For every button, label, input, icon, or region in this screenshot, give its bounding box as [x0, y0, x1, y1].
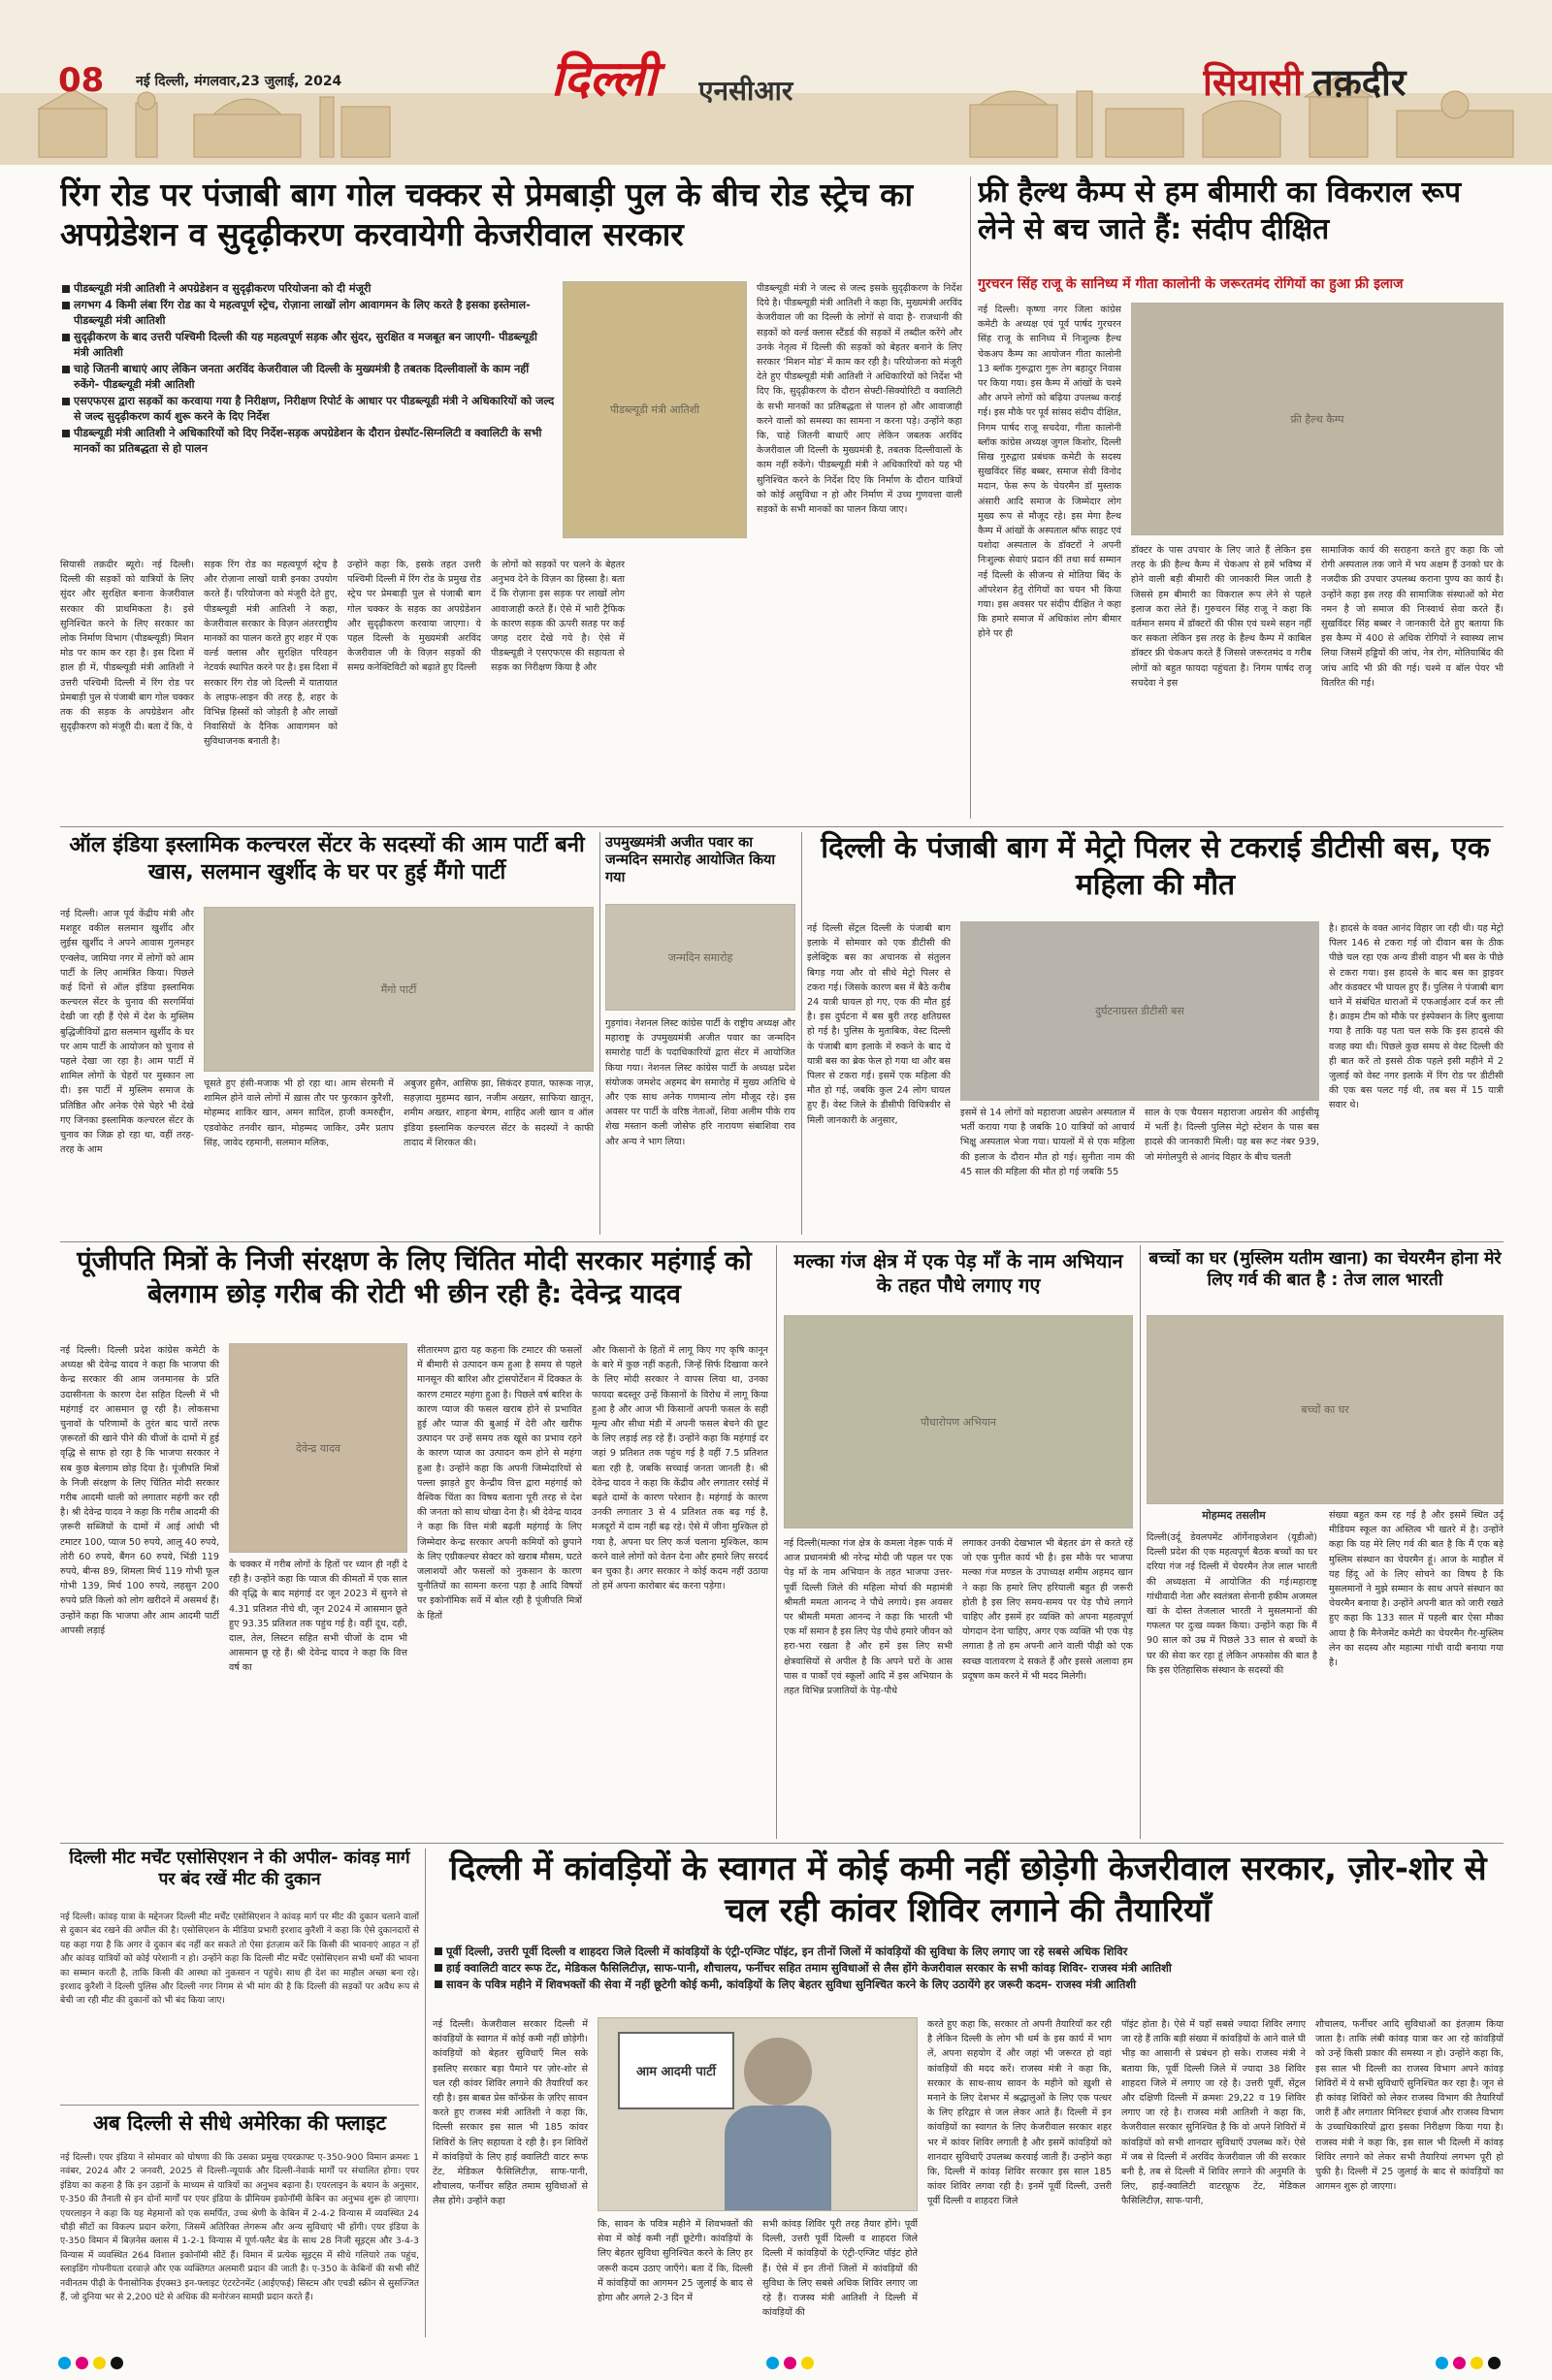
registration-dot [1436, 2357, 1448, 2369]
story3-headline: ऑल इंडिया इस्लामिक कल्चरल सेंटर के सदस्यों की आम पार्टी बनी खास, सलमान खुर्शीद के घर पर हुई मैंगो पार्टी [69, 833, 585, 884]
story3-photo: मैंगो पार्टी [204, 907, 594, 1072]
masthead [0, 0, 1552, 165]
story5-headline: दिल्ली के पंजाबी बाग में मेट्रो पिलर से टकराई डीटीसी बस, एक महिला की मौत [821, 831, 1490, 902]
story10-body: नई दिल्ली। एयर इंडिया ने सोमवार को घोषणा की कि उसका प्रमुख एयरक्राफ्ट ए-350-900 विमान क्रमशः 1 नवंबर, 2024 और 2 जनवरी, 2025 से दिल्ली-न्यूयार्क और दिल्ली-नेवार्क मार्गों पर संचालित होगा। एयर इंडिया का कहना है कि इन उड़ानों के माध्यम से यात्रियों का अनुभव बढ़ाना है। एयरलाइन के बयान के अनुसार, ए-350 की तैनाती से इन दोनों मार्गों पर एयर इंडिया के प्रीमियम इकोनॉमी केबिन का अनुभव शुरू हो जाएगा। एयरलाइन ने कहा कि यह मेहमानों को एक समर्पित, उच्च श्रेणी के केबिन में 2-4-2 विन्यास में व्यवस्थित 24 चौड़ी सीटों का विकल्प प्रदान करेगा, जिसमें अतिरिक्त लेगरूम और अन्य सुविधाएं भी होंगी। एयर इंडिया के ए-350 विमान में बिज़नेस क्लास में 1-2-1 विन्यास में पूर्ण-फ्लैट बेड के साथ 28 निजी सूइट्स और 3-4-3 विन्यास में व्यवस्थित 264 विशाल इकोनॉमी सीटें हैं। विमान में प्रत्येक सूइट्स में सीधे गलियारे तक पहुंच, स्लाइडिंग गोपनीयता दरवाज़े और एक व्यक्तिगत अलमारी प्रदान की जाती है। ए-350 के केबिनों की सभी सीटें नवीनतम पीढ़ी के पैनासोनिक ईएक्स3 इन-फ्लाइट एंटरटेनमेंट (आईएफई) सिस्टम और एचडी स्क्रीन से सुसज्जित हैं, जो दुनिया भर से 2,200 घंटे से अधिक की मनोरंजन सामग्री प्रदान करते हैं। [60, 2152, 419, 2303]
story3-column: चूसते हुए हंसी-मजाक भी हो रहा था। आम सेरमनी में शामिल होने वाले लोगों में ख़ास तौर पर फुरकान कुरैशी, मोहम्मद शाकिर खान, अमन सादिल, हाजी कमरुद्दीन, एडवोकेट तनवीर खान, मोहम्मद जाकिर, उमैर प्रताप सिंह, जावेद रहमानी, सलमान मलिक, [204, 1078, 394, 1148]
story6-photo: देवेन्द्र यादव [229, 1343, 407, 1553]
section-title-b: तक़दीर [1311, 61, 1406, 105]
story9-headline: दिल्ली मीट मर्चेंट एसोसिएशन ने की अपील- कांवड़ मार्ग पर बंद रखें मीट की दुकान [69, 1849, 410, 1889]
story1-column: सियासी तक़दीर ब्यूरो। नई दिल्ली। दिल्ली की सड़कों को यात्रियों के लिए सुंदर और सुरक्षित बनाना केजरीवाल सरकार की प्राथमिकता है। इसे सुनिश्चित करने के लिए सरकार का लोक निर्माण विभाग (पीडब्ल्यूडी) मिशन मोड पर काम कर रहा है। इस दिशा में हाल ही में, पीडब्ल्यूडी मंत्री आतिशी ने उत्तरी पश्चिमी दिल्ली में रिंग रोड पर प्रेमबाड़ी पुल से पंजाबी बाग गोल चक्कर तक की सड़क के अपग्रेडेशन और सुदृढ़ीकरण को मंजूरी दी। बता दें कि, ये [60, 560, 194, 733]
registration-dot [766, 2357, 779, 2369]
story2-column: नई दिल्ली। कृष्णा नगर जिला कांग्रेस कमेटी के अध्यक्ष एवं पूर्व पार्षद गुरचरन सिंह राजू के सानिध्य में निःशुल्क हैल्थ चेकअप कैम्प का आयोजन गीता कालोनी 13 ब्लॉक गुरूद्वारा गुरू तेग बहादुर निवास पर किया गया। इस कैम्प में आंखों के चश्मे और अपने लोगों को बढ़िया उपलब्ध कराई गई। इस मौके पर पूर्व सांसद संदीप दीक्षित, निगम पार्षद राजू सचदेवा, गीता कालोनी ब्लॉक कांग्रेस अध्यक्ष जुगल किशोर, दिल्ली सिख गुरुद्वारा प्रबंधक कमेटी के सदस्य सुखविंदर सिंह बब्बर, समाज सेवी विनोद मदान, फेस रूप के चेयरमैन डॉ मुस्ताक अंसारी आदि समाज के जिम्मेदार लोग मुख्य रूप से मौजूद रहे। इस मेगा हैल्थ कैम्प में आंखों के अस्पताल श्रॉफ साइट एवं यशोदा अस्पताल के डॉक्टरों ने अपनी निःशुल्क सेवाएं प्रदान कीं तथा सर्व सम्मान नई दिल्ली के सीजन्य से मोतिया बिंद के ऑपरेशन हेतु रोगियों का चयन भी किया गया। इस अवसर पर संदीप दीक्षित ने कहा कि हमारे समाज में अधिकांश लोग बीमार होने पर ही [978, 305, 1121, 640]
story1-bullets [60, 281, 555, 553]
story11-column: शौचालय, फर्नीचर आदि सुविधाओं का इंतज़ाम किया जाता है। ताकि लंबी कांवड़ यात्रा कर आ रहे कांवड़ियों को उन्हें किसी प्रकार की समस्या न हो। उन्होंने कहा कि, इस साल भी दिल्ली का राजस्व विभाग अपने कांवड़ शिविरों में ये सभी सुविधाएँ सुनिश्चित कर रहा है। जून से ही कांवड़ शिविरों को लेकर राजस्व विभाग की तैयारियाँ जारी हैं और लगातार मिनिस्टर इंचार्ज और राजस्व विभाग के उच्चाधिकारियों द्वारा इसका निरीक्षण किया गया है। राजस्व मंत्री ने कहा कि, इस साल भी दिल्ली में कांवड़ शिविर लगाने को लेकर सभी तैयारियां लगभग पूरी हो चुकी है। दिल्ली में 25 जुलाई के बाद से कांवड़ियों का आगमन शुरू हो जाएगा। [1315, 2019, 1504, 2193]
column-rule [801, 832, 802, 1235]
print-registration-strip [0, 2345, 1552, 2380]
story1-photo: पीडब्ल्यूडी मंत्री आतिशी [563, 281, 747, 538]
registration-dot [1488, 2357, 1501, 2369]
story1-bullet: चाहे जितनी बाधाएं आए लेकिन जनता अरविंद केजरीवाल जी दिल्ली के मुख्यमंत्री है तबतक दिल्लीवालों के काम नहीं रुकेंगे- पीडब्ल्यूडी मंत्री आतिशी [60, 362, 555, 393]
column-rule [425, 1849, 426, 2337]
registration-dot [784, 2357, 796, 2369]
story4-headline: उपमुख्यमंत्री अजीत पवार का जन्मदिन समारोह आयोजित किया गया [605, 835, 776, 886]
story1-bullet: लगभग 4 किमी लंबा रिंग रोड का ये महत्वपूर्ण स्ट्रेच, रोज़ाना लाखों लोग आवागमन के लिए करते है इसका इस्तेमाल- पीडब्ल्यूडी मंत्री आतिशी [60, 298, 555, 329]
column-rule [776, 1245, 777, 1839]
speaker-figure [725, 2106, 831, 2211]
story10-headline: अब दिल्ली से सीधे अमेरिका की फ्लाइट [92, 2111, 387, 2135]
row-rule [60, 1241, 1504, 1242]
story2-headline: फ्री हैल्थ कैम्प से हम बीमारी का विकराल रूप लेने से बच जाते हैं: संदीप दीक्षित [978, 176, 1462, 246]
story5-column: साल के एक चैयसन महाराजा अग्रसेन की आईसीयू में भर्ती है। दिल्ली पुलिस मेट्रो स्टेशन के पास बस हादसे की जानकारी मिली। यह बस रूट नंबर 939, जो मंगोलपुरी से आनंद विहार के बीच चलती [1145, 1108, 1319, 1163]
row-rule [60, 826, 1504, 827]
dateline: नई दिल्ली, मंगलवार,23 जुलाई, 2024 [136, 74, 342, 89]
story4-photo: जन्मदिन समारोह [605, 904, 795, 1011]
story8-column: संख्या बहुत कम रह गई है और इसमें स्थित उर्दू मीडियम स्कूल का अस्तित्व भी खतरे में है। उन्होंने कहा कि यह मेरे लिए गर्व की बात है कि मैं एक बड़े मुस्लिम संस्थान का चेयरमैन हूं। आज के माहौल में यह हिंदू ओं के लिए सोचने का विषय है कि मुसलमानों ने मुझे सम्मान के साथ अपने संस्थान का चेयरमैन बनाया है। उन्होंने अपनी बात को जारी रखते हुए कहा कि 133 साल में पहली बार ऐसा मौका आया है कि मैनेजमेंट कमेटी का चेयरमैन गैर-मुस्लिम लेन का सदस्य और महात्मा गांधी वादी बनाया गया है। [1329, 1510, 1504, 1669]
story5-photo: दुर्घटनाग्रस्त डीटीसी बस [960, 921, 1319, 1101]
story5-column: नई दिल्ली सेंट्रल दिल्ली के पंजाबी बाग इलाके में सोमवार को एक डीटीसी की इलेक्ट्रिक बस का अचानक से संतुलन बिगड़ गया और वो सीधे मेट्रो पिलर से टकरा गई। जिसके कारण बस में बैठे करीब 24 यात्री घायल हो गए, एक की मौत हुई है। इस दुर्घटना में बस बुरी तरह क्षतिग्रस्त हो गई है। पुलिस के मुताबिक, वेस्ट दिल्ली के पंजाबी बाग इलाके में रुकने के बाद ये यात्री बस का ब्रेक फेल हो गया था और बस पिलर से टकरा गई। इसमें एक महिला की मौत हो गई, जबकि कुल 24 लोग घायल हुए हैं। वेस्ट जिले के डीसीपी विचित्रवीर से मिली जानकारी के अनुसार, [807, 923, 951, 1126]
story7-headline: मल्का गंज क्षेत्र में एक पेड़ माँ के नाम अभियान के तहत पौधे लगाए गए [793, 1249, 1123, 1297]
story6-column: सीतारमण द्वारा यह कहना कि टमाटर की फसलों में बीमारी से उत्पादन कम हुआ है समय से पहले मानसून की बारिश और ट्रांसपोर्टेशन में दिक्कत के कारण टमाटर महंगा हुआ है। पिछले वर्ष बारिश के कारण प्याज की फसल खराब होने से प्रभावित हुई और प्याज की बुआई में देरी और खरीफ उत्पादन पर उन्हें समय तक खूसे का प्रभाव रहने के कारण प्याज का उत्पादन कम होने से महंगा हुआ है। उन्होंने कहा कि अपनी जिम्मेदारियों से पल्ला झाड़ते हुए केन्द्रीय वित्त द्वारा महंगाई को वैश्विक चिंता का विषय बताना पूरी तरह से देश की जनता को साथ धोखा देना है। श्री देवेन्द्र यादव ने कहा कि वित्त मंत्री बढ़ती महंगाई के लिए जिम्मेदार केन्द्र सरकार अपनी कमियों को छुपाने के लिए एग्रीकल्चर सेक्टर को खराब मौसम, घटते जलाशयों और फसलों को नुकसान के कारण चुनौतियों का सामना करना पड़ा है आदि विषयों पर इकोनॉमिक सर्वे में बोल रही है पूंजीपति मित्रों के हितों [417, 1345, 582, 1622]
column-rule [599, 832, 600, 1235]
edition-label: एनसीआर [698, 75, 793, 107]
registration-dot [1471, 2357, 1483, 2369]
column-rule [1140, 1245, 1141, 1839]
story4-body: गुड़गांव। नेशनल लिस्ट कांग्रेस पार्टी के राष्ट्रीय अध्यक्ष और महाराष्ट्र के उपमुख्यमंत्री अजीत पवार का जन्मदिन समारोह पार्टी के पदाधिकारियों द्वारा सेंटर में आयोजित किया गया। नेशनल लिस्ट कांग्रेस पार्टी के अध्यक्ष प्रदेश संयोजक जमशेद अहमद बेग समारोह में मुख्य अतिथि थे और एक साथ अनेक गणमान्य लोग मौजूद रहे। इस अवसर पर पार्टी के वरिष्ठ नेताओं, शिवा अलीम पीके राय शेख मस्तान कली जोसेफ हरि नारायण संबाशिवा राव और अन्य ने भाग लिया। [605, 1018, 795, 1147]
row-rule [60, 2105, 419, 2106]
story11-headline: दिल्ली में कांवड़ियों के स्वागत में कोई कमी नहीं छोड़ेगी केजरीवाल सरकार, ज़ोर-शोर से चल रही कांवर शिविर लगाने की तैयारियाँ [449, 1849, 1487, 1930]
story6-headline: पूंजीपति मित्रों के निजी संरक्षण के लिए चिंतित मोदी सरकार महंगाई को बेलगाम छोड़ गरीब की रोटी भी छीन रही है: देवेन्द्र यादव [77, 1246, 752, 1309]
registration-dot [111, 2357, 123, 2369]
registration-dot [801, 2357, 814, 2369]
section-title-a: सियासी [1203, 61, 1303, 105]
story2-column: डॉक्टर के पास उपचार के लिए जाते हैं लेकिन इस तरह के फ्री हैल्थ कैम्प में चेकअप से हमें भविष्य में होने वाली बड़ी बीमारी की जानकारी मिल जाती है जिससे हम बीमारी का विकराल रूप लेने से पहले इलाज करा लेते हैं। गुरुचरन सिंह राजू ने कहा कि वर्तमान समय में डॉक्टरों की फीस एवं चश्मे सहन नहीं कर सकता लेकिन इस तरह के हैल्थ कैम्प में काबिल डॉक्टर फ्री चेकअप करते हैं जिससे जरूरतमंद व गरीब लोगों को बहुत फायदा पहुंचता है। निगम पार्षद राजू सचदेवा ने इस [1131, 545, 1311, 689]
story11-bullet: पूर्वी दिल्ली, उत्तरी पूर्वी दिल्ली व शाहदरा जिले दिल्ली में कांवड़ियों के एंट्री-एग्जिट पॉइंट, इन तीनों जिलों में कांवड़ियों की सुविधा के लिए लगाए जा रहे सबसे अधिक शिविर [433, 1944, 1504, 1959]
story6-column: के चक्कर में गरीब लोगों के हितों पर ध्यान ही नहीं दे रही है। उन्होंने कहा कि प्याज की कीमतों में एक साल की वृद्धि के बाद महंगाई दर जून 2023 में सुनने से 4.31 प्रतिशत नीचे थी, जून 2024 में आसमान छूते हुए 93.35 प्रतिशत तक पहुंच गई है। वहीं दूध, दही, दाल, तेल, लिस्टन सहित सभी चीजों के दाम भी आसमान छू रहे हैं। श्री देवेन्द्र यादव ने कहा कि वित्त वर्ष का [229, 1560, 407, 1674]
column-rule [970, 177, 971, 819]
registration-dot [93, 2357, 106, 2369]
story2-photo: फ्री हैल्थ कैम्प [1131, 303, 1504, 535]
registration-dot [76, 2357, 88, 2369]
story11-bullets [433, 1944, 1504, 2010]
story6-column: और किसानों के हितों में लागू किए गए कृषि कानून के बारे में कुछ नहीं कहती, जिन्हें सिर्फ दिखावा करने के लिए मोदी सरकार ने वापस लिया था, उनका फायदा बदस्तूर उन्हें किसानों के विरोध में लागू किया हुआ है और आज भी किसानों अपनी फसल के सही मूल्य और सीधा मंडी में अपनी फसल बेचने की छूट के लिए लड़ाई लड़ रहे हैं। उन्होंने कहा कि महंगाई दर जहां 9 प्रतिशत तक पहुंच गई है वहीं 7.5 प्रतिशत बता रही है, जबकि सच्चाई जनता जानती है। श्री देवेन्द्र यादव ने कहा कि केंद्रीय और लगातार रसोई में बढ़ते दामों के कारण परेशान है। महंगाई के कारण उनकी लगातार 3 से 4 प्रतिशत तक बढ़ गई है, मजदूरों में दाम नहीं बढ़ रहे। ऐसे में जीना मुश्किल हो गया है, अपना घर लिए कर्ज चलाना मुश्किल, काम करने वाले लोगों को वेतन देना और हमारे लिए सरदर्द बन चुका है। अगर सरकार ने कोई कदम नहीं उठाया तो हमें अपना कारोबार बंद करना पड़ेगा। [592, 1345, 768, 1592]
story5-column: है। हादसे के वक्त आनंद विहार जा रही थी। यह मेट्रो पिलर 146 से टकरा गई जो दीवान बस के ठीक पीछे चल रहा एक अन्य डीसी वाहन भी बस के पीछे से टकरा गया। इस हादसे के बाद बस का ड्राइवर और कंडक्टर भी घायल हुए हैं। पुलिस ने पंजाबी बाग थाने में संबंधित धाराओं में एफआईआर दर्ज कर ली है। क्राइम टीम को मौके पर इंस्पेक्शन के लिए बुलाया गया है ताकि यह पता चल सके कि इस हादसे की वजह क्या थी। पिछले कुछ समय से वेस्ट दिल्ली की ही बात करें तो इससे ठीक पहले इसी महीने में 2 जुलाई को वेस्ट नगर इलाके में रिंग रोड पर डीटीसी की एक बस पलट गई थी, तब बस में 15 यात्री सवार थे। [1329, 923, 1504, 1111]
story11-bullet: सावन के पवित्र महीने में शिवभक्तों की सेवा में नहीं छूटेगी कोई कमी, कांवड़ियों के लिए बेहतर सुविधा सुनिश्चित करने के लिए उठायेंगे हर जरूरी कदम- राजस्व मंत्री आतिशी [433, 1977, 1504, 1992]
story3-column: अबुजर हुसैन, आसिफ झा, सिकंदर हयात, फारूक नाज़, सहज़ादा मुहम्मद खान, नजीम अख्तर, साफिया खातून, शमीम अख्तर, शाहना बेगम, शाहिद अली खान व ऑल इंडिया इस्लामिक कल्चरल सेंटर के सदस्यों ने काफी तादाद में शिरकत की। [404, 1078, 594, 1148]
story11-column: कि, सावन के पवित्र महीने में शिवभक्तों की सेवा में कोई कमी नहीं छूटेगी। कांवड़ियों के लिए बेहतर सुविधा सुनिश्चित करने के लिए हर जरूरी कदम उठाए जाएँगे। बता दें कि, दिल्ली में कांवड़ियों का आगमन 25 जुलाई के बाद से होगा और अगले 2-3 दिन में [598, 2219, 753, 2304]
registration-dot [58, 2357, 71, 2369]
section-title [1203, 56, 1523, 111]
story3-column: नई दिल्ली। आज पूर्व केंद्रीय मंत्री और मशहूर वकील सलमान खुर्शीद और लुईस खुर्शीद ने अपने आवास गुलमहर एन्क्लेव, जामिया नगर में लोगों को आम पार्टी के लिए आमंत्रित किया। पिछले कई दिनों से ऑल इंडिया इस्लामिक कल्चरल सेंटर के चुनाव की सरगर्मियां देखी जा रही हैं ऐसे में देश के मुस्लिम बुद्धिजीवियों द्वारा सलमान खुर्शीद के घर पर आम पार्टी के आयोजन को चुनाव से पहले देखा जा रहा है। आम पार्टी में शामिल लोगों के चेहरों पर मुस्कान ला दी। इस पार्टी में मुस्लिम समाज के प्रतिष्ठित और अनेक ऐसे चेहरे भी देखे गए जिनका इस्लामिक कल्चरल सेंटर के चुनाव का जिक्र हो रहा था, वहीं तरह-तरह के आम [60, 909, 194, 1156]
story1-bullet: पीडब्ल्यूडी मंत्री आतिशी ने अपग्रेडेशन व सुदृढ़ीकरण परियोजना को दी मंजूरी [60, 281, 555, 297]
story7-column: नई दिल्ली(मल्का गंज क्षेत्र के कमला नेहरू पार्क में आज प्रधानमंत्री श्री नरेन्द्र मोदी जी पहल पर एक पेड़ माँ के नाम अभियान के तहत भाजपा उत्तर-पूर्वी दिल्ली जिले की महिला मोर्चा की महामंत्री श्रीमती ममता आनन्द ने पौधे लगाये। इस अवसर पर श्रीमती ममता आनन्द ने कहा कि भारती भी एक माँ समान है इस लिए पेड़ पौधे हमारे जीवन को हरा-भरा रखता है और हमें इस लिए सभी क्षेत्रवासियों से अपील है कि अपने घरों के आस पास व पार्कों एवं स्कूलों आदि में इस अभियान के तहत विभिन्न प्रजातियों के पेड़-पौधे [784, 1538, 953, 1697]
story6-column: नई दिल्ली। दिल्ली प्रदेश कांग्रेस कमेटी के अध्यक्ष श्री देवेन्द्र यादव ने कहा कि भाजपा की केन्द्र सरकार की आम जनमानस के प्रति उदासीनता के कारण देश सहित दिल्ली में भी महंगाई दर आसमान छू रही है। लोकसभा चुनावों के परिणामों के तुरंत बाद चारों तरफ ज़रूरतों की खाने पीने की चीजों के दामों में हुई वृद्धि से साफ हो रहा है कि भाजपा सरकार ने सब कुछ बेलगाम छोड़ दिया है। पूंजीपति मित्रों के निजी संरक्षण के लिए चिंतित मोदी सरकार गरीब आदमी थाली को लगातार महंगी कर रही है। श्री देवेन्द्र यादव ने कहा कि गरीब आदमी की ज़रूरी सब्जियों के दामों में आई आंधी भी टमाटर 100, प्याज 50 रुपये, आलू 40 रुपये, तोरी 60 रुपये, बैंगन 60 रुपये, भिंडी 119 रुपये, बीन्स 89, शिमला मिर्च 119 गोभी फूल गोभी 139, मिर्च 100 रुपये, लहसुन 200 रुपये प्रति किलो को लोग खरीदने में असमर्थ हैं। उन्होंने कहा कि भाजपा और आम आदमी पार्टी आपसी लड़ाई [60, 1345, 219, 1636]
story2-subhead: गुरचरन सिंह राजू के सानिध्य में गीता कालोनी के जरूरतमंद रोगियों का हुआ फ्री इलाज [978, 276, 1404, 292]
story1-bullet: पीडब्ल्यूडी मंत्री आतिशी ने अधिकारियों को दिए निर्देश-सड़क अपग्रेडेशन के दौरान ग्रेस्पॉट-सिग्नलिटी व क्वालिटी के सभी मानकों का प्रतिबद्धता से हो पालन [60, 426, 555, 457]
story8-headline: बच्चों का घर (मुस्लिम यतीम खाना) का चेयरमैन होना मेरे लिए गर्व की बात है : तेज लाल भारती [1148, 1249, 1502, 1290]
story1-bullet: सुदृढ़ीकरण के बाद उत्तरी पश्चिमी दिल्ली की यह महत्वपूर्ण सड़क और सुंदर, सुरक्षित व मजबूत बन जाएगी- पीडब्ल्यूडी मंत्री आतिशी [60, 330, 555, 361]
story1-bullet: एसएफएस द्वारा सड़कों का करवाया गया है निरीक्षण, निरीक्षण रिपोर्ट के आधार पर पीडब्ल्यूडी मंत्री ने अधिकारियों को जल्द से जल्द सुदृढ़ीकरण कार्य शुरू करने के दिए निर्देश [60, 394, 555, 425]
story1-column: उन्होंने कहा कि, इसके तहत उत्तरी पश्चिमी दिल्ली में रिंग रोड के प्रमुख रोड स्ट्रेच पर प्रेमबाड़ी पुल से पंजाबी बाग गोल चक्कर के सड़क का अपग्रेडेशन और सुदृढ़ीकरण करवाया जाएगा। ये पहल दिल्ली के मुख्यमंत्री अरविंद केजरीवाल जी के विज़न सड़कों की समग्र कनेक्टिविटी को बढ़ाते हुए दिल्ली [347, 560, 481, 674]
story8-photo: बच्चों का घर [1147, 1315, 1504, 1504]
story7-photo: पौधारोपण अभियान [784, 1315, 1133, 1528]
registration-dot [1453, 2357, 1466, 2369]
story11-photo [598, 2017, 918, 2211]
story11-column: नई दिल्ली। केजरीवाल सरकार दिल्ली में कांवड़ियों के स्वागत में कोई कमी नहीं छोड़ेगी। कांवड़ियों को बेहतर सुविधाएँ मिल सके इसलिए सरकार बड़ा पैमाने पर ज़ोर-शोर से चल रही कांवर शिविर लगाने की तैयारियाँ कर रही है। इस बाबत प्रेस कॉन्फ्रेंस के ज़रिए सावन करते हुए राजस्व मंत्री आतिशी ने कहा कि, दिल्ली सरकार इस साल भी 185 कांवर शिविरों के लिए सहायता दे रही है। इन शिविरों में कांवड़ियों के लिए हाई क्वालिटी वाटर रूफ टेंट, मेडिकल फैसिलिटीज़, साफ-पानी, शौचालय, फर्नीचर सहित तमाम सुविधाओं से लैस होंगे। उन्होंने कहा [433, 2019, 588, 2207]
story5-column: इसमें से 14 लोगों को महाराजा अग्रसेन अस्पताल में भर्ती कराया गया है जबकि 10 यात्रियों को आचार्य भिक्षु अस्पताल भेजा गया। घायलों में से एक महिला की इलाज के दौरान मौत हो गई। सुनीता नाम की 45 साल की महिला की मौत हो गई जबकि 55 [960, 1108, 1135, 1177]
story11-column: करते हुए कहा कि, सरकार तो अपनी तैयारियाँ कर रही है लेकिन दिल्ली के लोग भी धर्म के इस कार्य में भाग लें, अपना सहयोग दें और जहां भी जरूरत हो वहां कांवड़ियों की मदद करें। राजस्व मंत्री ने कहा कि, सरकार के साथ-साथ सावन के महीने को ख़ुशी से मनाने के लिए देशभर में श्रद्धालुओं के लिए एक पत्थर के लिए हरिद्वार से जल लेकर आते हैं। दिल्ली में इन कांवड़ियों का स्वागत के लिए केजरीवाल सरकार शहर भर में कांवर शिविर लगाती है और इसमें कांवड़ियों को शानदार सुविधाएँ उपलब्ध करवाई जाती हैं। उन्होंने कहा कि, दिल्ली में कांवड़ शिविर सरकार इस साल 185 कांवर शिविर लगवा रही है। इनमें पूर्वी दिल्ली, उत्तरी पूर्वी दिल्ली व शाहदरा जिले [927, 2019, 1112, 2207]
story7-column: लगाकर उनकी देखभाल भी बेहतर ढंग से करते रहें जो एक पुनीत कार्य भी है। इस मौके पर भाजपा मल्का गंज मण्डल के उपाध्यक्ष शमीम अहमद खान ने कहा कि हमारे लिए हरियाली बहुत ही जरूरी होती है इस लिए समय-समय पर पेड़ पौधे लगाने चाहिए और इसमें हर व्यक्ति को अपना महत्वपूर्ण योगदान देना चाहिए, अगर एक व्यक्ति भी एक पेड़ लगाता है तो हम अपनी आने वाली पीढ़ी को एक स्वच्छ वातावरण दे सकते हैं और इससे अलावा हम प्रदूषण कम करने में भी मदद मिलेगी। [962, 1538, 1133, 1682]
speaker-figure [744, 2038, 812, 2106]
story9-body: नई दिल्ली। कांवड़ यात्रा के मद्देनजर दिल्ली मीट मर्चेंट एसोसिएशन ने कांवड़ मार्ग पर मीट की दुकान चलाने वालों से दुकान बंद रखने की अपील की है। एसोसिएशन के मीडिया प्रभारी इरशाद कुरैशी ने कहा कि ऐसे दुकानदारों से यह कहा गया है कि अगर वे दुकान बंद नहीं कर सकते तो ऐसा इंतज़ाम करें कि किसी की भावनाएं आहत न हों और कांवड़ यात्रियों को कोई परेशानी न हो। उन्होंने कहा कि दिल्ली मीट मर्चेंट एसोसिएशन सभी धर्मों की भावना का सम्मान करती है, ताकि किसी की आस्था को नुकसान न पहुंचे। साथ ही देश का माहौल अच्छा बना रहे। इरशाद कुरैशी ने दिल्ली पुलिस और दिल्ली नगर निगम से भी मांग की है कि दिल्ली की सड़कों पर अवैध रूप से बेची जा रही मीट की दुकानों को भी बंद किया जाए। [60, 1912, 419, 2007]
page-number: 08 [58, 61, 105, 99]
story11-bullet: हाई क्वालिटी वाटर रूफ टेंट, मेडिकल फैसिलिटीज़, साफ-पानी, शौचालय, फर्नीचर सहित तमाम सुविधाओं से लैस होंगे केजरीवाल सरकार के सभी कांवड़ शिविर- राजस्व मंत्री आतिशी [433, 1960, 1504, 1976]
story8-caption: मोहम्मद तसलीम [1202, 1509, 1266, 1522]
story1-column: पीडब्ल्यूडी मंत्री ने जल्द से जल्द इसके सुदृढ़ीकरण के निर्देश दिये है। पीडब्ल्यूडी मंत्री आतिशी ने कहा कि, मुख्यमंत्री अरविंद केजरीवाल जी का दिल्ली के लोगों से वादा है- राजधानी की सड़कों को वर्ल्ड क्लास स्टैंडर्ड की सड़कों में तब्दील करेंगे और उनके नेतृत्व में दिल्ली की सड़कों को बेहतर बनाने के लिए सरकार 'मिशन मोड' में काम कर रही है। परियोजना को मंजूरी देते हुए पीडब्ल्यूडी मंत्री आतिशी ने अधिकारियों को निर्देश भी दिए कि, सुदृढ़ीकरण के दौरान सेफ्टी-सिक्योरिटी व क्वालिटी के सभी मानकों का प्रतिबद्धता से पालन हो और आवाजाही करने वालों को समस्या का सामना न करना पड़े। उन्होंने कहा कि, चाहे जितनी बाधाएँ आए लेकिन जबतक अरविंद केजरीवाल जी दिल्ली के मुख्यमंत्री है, तबतक दिल्लीवालों के काम नहीं रुकेंगे। पीडब्ल्यूडी मंत्री ने अधिकारियों को यह भी सुनिश्चित करने के निर्देश दिए कि निर्माण के दौरान यात्रियों को कोई असुविधा न हो और निर्माण में उच्च गुणवत्ता वाली सड़कों के सभी मानकों का पालन किया जाए। [757, 283, 962, 516]
story1-column: सड़क रिंग रोड का महत्वपूर्ण स्ट्रेच है और रोज़ाना लाखों यात्री इनका उपयोग करते हैं। परियोजना को मंजूरी देते हुए, पीडब्ल्यूडी मंत्री आतिशी ने कहा, केजरीवाल सरकार के विज़न अंतरराष्ट्रीय मानकों का पालन करते हुए शहर में एक वर्ल्ड क्लास और सुरक्षित परिवहन नेटवर्क स्थापित करने पर है। इस दिशा में सरकार रिंग रोड जो दिल्ली में यातायात के लाइफ-लाइन की तरह है, शहर के विभिन्न हिस्सों को जोड़ती है और लाखों निवासियों के दैनिक आवागमन को सुविधाजनक बनाती है। [204, 560, 338, 748]
story1-column: के लोगों को सड़कों पर चलने के बेहतर अनुभव देने के विज़न का हिस्सा है। बता दें कि रोज़ाना इस सड़क पर लाखों लोग आवाजाही करते हैं। ऐसे में भारी ट्रैफिक के कारण सड़क की ऊपरी सतह पर कई जगह दरार देखे गये है। ऐसे में पीडब्ल्यूडी ने एसएफएस की सहायता से सड़क का निरीक्षण किया है और [491, 560, 625, 674]
row-rule [60, 1843, 1504, 1844]
story11-column: सभी कांवड़ शिविर पूरी तरह तैयार होंगे। पूर्वी दिल्ली, उत्तरी पूर्वी दिल्ली व शाहदरा जिले दिल्ली में कांवड़ियों के एंट्री-एग्जिट पॉइंट होते हैं। ऐसे में इन तीनों जिलों में कांवड़ियों की सुविधा के लिए सबसे अधिक शिविर लगाए जा रहे हैं। राजस्व मंत्री आतिशी ने दिल्ली में कांवड़ियों की [762, 2219, 918, 2319]
party-sign: आम आदमी पार्टी [618, 2032, 734, 2109]
story1-headline: रिंग रोड पर पंजाबी बाग गोल चक्कर से प्रेमबाड़ी पुल के बीच रोड स्ट्रेच का अपग्रेडेशन व सुदृढ़ीकरण करवायेगी केजरीवाल सरकार [60, 176, 914, 254]
story11-column: पॉइंट होता है। ऐसे में यहाँ सबसे ज्यादा शिविर लगाए जा रहे हैं ताकि बड़ी संख्या में कांवड़ियों के आने वाले घी भीड़ का आसानी से प्रबंधन हो सके। राजस्व मंत्री ने बताया कि, पूर्वी दिल्ली जिले में ज्यादा 38 शिविर शाहदरा जिले में लगाए जा रहे है। उत्तरी पूर्वी, सेंट्रल और दक्षिणी दिल्ली में क्रमशः 29,22 व 19 शिविर लगाए जा रहे है। राजस्व मंत्री आतिशी ने कहा कि, केजरीवाल सरकार सुनिश्चित है कि वो अपने शिविरों में कांवड़ियों को सभी शानदार सुविधाएँ उपलब्ध करें। ऐसे में जब से दिल्ली में अरविंद केजरीवाल जी की सरकार बनी है, तब से दिल्ली में शिविर लगाने की अनुमति के लिए, हाई-क्वालिटी वाटरफ्रूफ टेंट, मेडिकल फैसिलिटीज़, साफ-पानी, [1121, 2019, 1306, 2207]
story8-column: दिल्ली(उर्दू डेवलपमेंट ऑर्गेनाइजेशन (यूडीओ) दिल्ली प्रदेश की एक महत्वपूर्ण बैठक बच्चों का घर दरिया गंज नई दिल्ली में चेयरमैन तेज लाल भारती की अध्यक्षता में आयोजित की गई।महाराष्ट्र गांधीवादी नेता और स्वतंत्रता सेनानी हकीम अजमल खां के दोस्त तेजलाल भारती ने मुसलमानों की गफलत पर दुःख व्यक्त किया। उन्होंने कहा कि मैं 90 साल को उम्र में पिछले 33 साल से बच्चों के घर की सेवा कर रहा हूं लेकिन अफसोस की बात है कि इस ऐतिहासिक संस्थान के सदस्यों की [1147, 1532, 1317, 1676]
brand-logo: दिल्ली [551, 50, 657, 107]
story2-column: सामाजिक कार्य की सराहना करते हुए कहा कि जो रोगी अस्पताल तक जाने में भय अक्षम हैं उनको घर के नजदीक फ्री उपचार उपलब्ध कराना पुण्य का कार्य है। उन्होंने कहा इस तरह की सामाजिक संस्थाओं को मेरा नमन है जो समाज की निःस्वार्थ सेवा करते हैं। सुखविंदर सिंह बब्बर ने जानकारी देते हुए बताया कि इस कैम्प में 400 से अधिक रोगियों ने स्वास्थ्य लाभ लिया जिसमें हड्डियों की जांच, नेत्र रोग, मोतियाबिंद की जांच आदि भी फ्री की गई। चश्मे व बॉल पेयर भी वितरित की गई। [1321, 545, 1504, 689]
